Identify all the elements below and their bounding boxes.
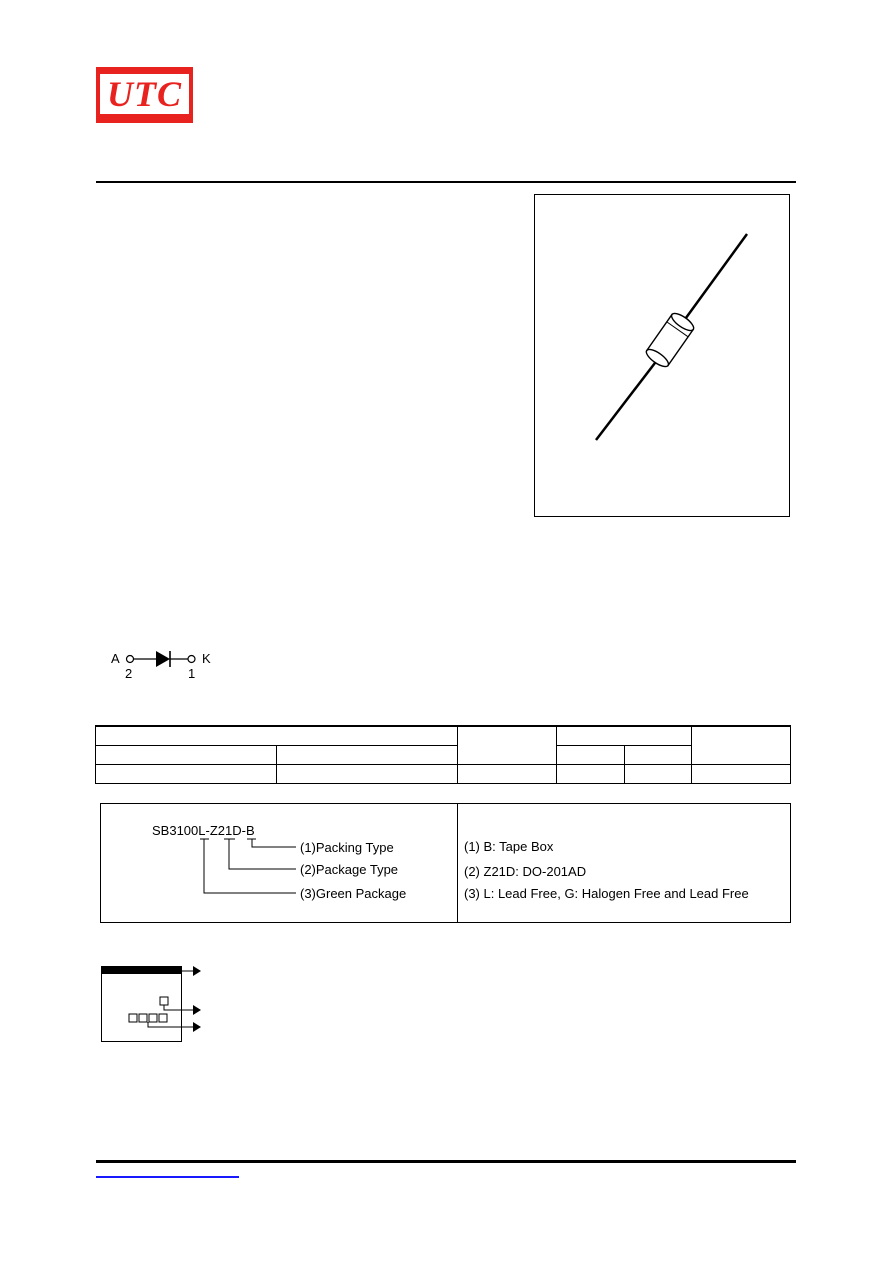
- callout-green-package: (3)Green Package: [300, 886, 407, 901]
- callout-packing-type: (1)Packing Type: [300, 840, 394, 855]
- note-packing: (1) B: Tape Box: [464, 839, 554, 854]
- note-green: (3) L: Lead Free, G: Halogen Free and Lead Free: [464, 886, 749, 901]
- website-link[interactable]: [96, 1176, 239, 1178]
- note-package: (2) Z21D: DO-201AD: [464, 864, 587, 879]
- anode-label: A: [111, 651, 120, 666]
- logo-text: UTC: [107, 74, 182, 114]
- footer-rule: [96, 1160, 796, 1163]
- part-number: SB3100L-Z21D-B: [152, 823, 255, 838]
- cathode-label: K: [202, 651, 211, 666]
- callout-package-type: (2)Package Type: [300, 862, 399, 877]
- anode-pin: 2: [125, 666, 133, 681]
- cathode-pin: 1: [188, 666, 196, 681]
